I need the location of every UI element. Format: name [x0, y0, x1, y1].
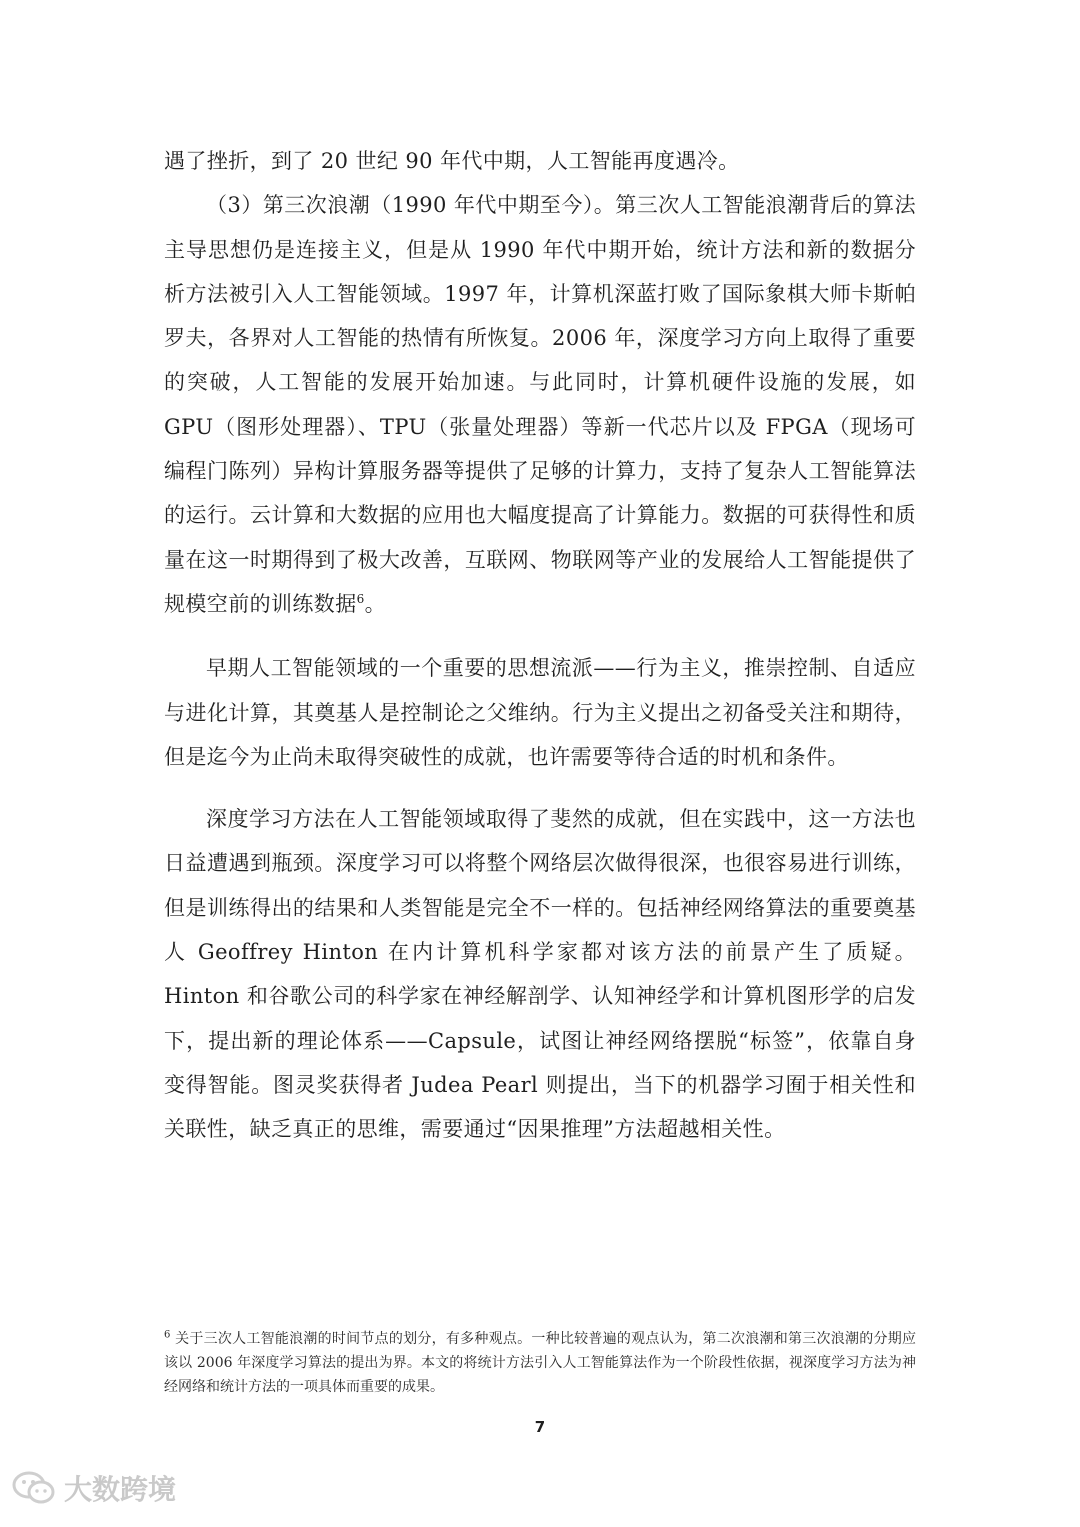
watermark: [12, 1468, 176, 1508]
paragraph-2: （3）第三次浪潮（1990 年代中期至今）。第三次人工智能浪潮背后的算法主导思想仍是连接主义，但是从 1990 年代中期开始，统计方法和新的数据分析方法被引入人工智能领域。1997 年，计算机深蓝打败了国际象棋大师卡斯帕罗夫，各界对人工智能的热情有所恢复。2006 年，深度学习方向上取得了重要的突破，人工智能的发展开始加速。与此同时，计算机硬件设施的发展，如 GPU（图形处理器）、TPU（张量处理器）等新一代芯片以及 FPGA（现场可编程门陈列）异构计算服务器等提供了足够的计算力，支持了复杂人工智能算法的运行。云计算和大数据的应用也大幅度提高了计算能力。数据的可获得性和质量在这一时期得到了极大改善，互联网、物联网等产业的发展给人工智能提供了规模空前的训练数据$^6$。: [164, 193, 916, 616]
footnote-text: 关于三次人工智能浪潮的时间节点的划分，有多种观点。一种比较普遍的观点认为，第二次浪潮和第三次浪潮的分期应该以 2006 年深度学习算法的提出为界。本文的将统计方法引入人工智能算法作为一个阶段性依据，视深度学习方法为神经网络和统计方法的一项具体而重要的成果。: [164, 1331, 916, 1395]
paragraph-1: 遇了挫折，到了 20 世纪 90 年代中期，人工智能再度遇冷。: [164, 149, 740, 173]
footnote-reference: 6: [356, 591, 365, 606]
body-text: [164, 139, 916, 1152]
paragraph-4: 深度学习方法在人工智能领域取得了斐然的成就，但在实践中，这一方法也日益遭遇到瓶颈。深度学习可以将整个网络层次做得很深，也很容易进行训练，但是训练得出的结果和人类智能是完全不一样的。包括神经网络算法的重要奠基人 Geoffrey Hinton 在内计算机科学家都对该方法的前景产生了质疑。Hinton 和谷歌公司的科学家在神经解剖学、认知神经学和计算机图形学的启发下，提出新的理论体系——Capsule，试图让神经网络摆脱“标签”，依靠自身变得智能。图灵奖获得者 Judea Pearl 则提出，当下的机器学习囿于相关性和关联性，缺乏真正的思维，需要通过“因果推理”方法超越相关性。: [164, 807, 916, 1142]
watermark-text: 大数跨境: [64, 1473, 177, 1506]
page-number: 7: [534, 1418, 546, 1436]
footnote-divider: [164, 1322, 424, 1323]
paragraph-3: 早期人工智能领域的一个重要的思想流派——行为主义，推崇控制、自适应与进化计算，其奠基人是控制论之父维纳。行为主义提出之初备受关注和期待，但是迄今为止尚未取得突破性的成就，也许需要等待合适的时机和条件。: [164, 656, 916, 769]
footnote-mark: 6: [164, 1329, 171, 1341]
footnote: [164, 1327, 916, 1399]
wechat-logo-icon: [12, 1470, 56, 1506]
